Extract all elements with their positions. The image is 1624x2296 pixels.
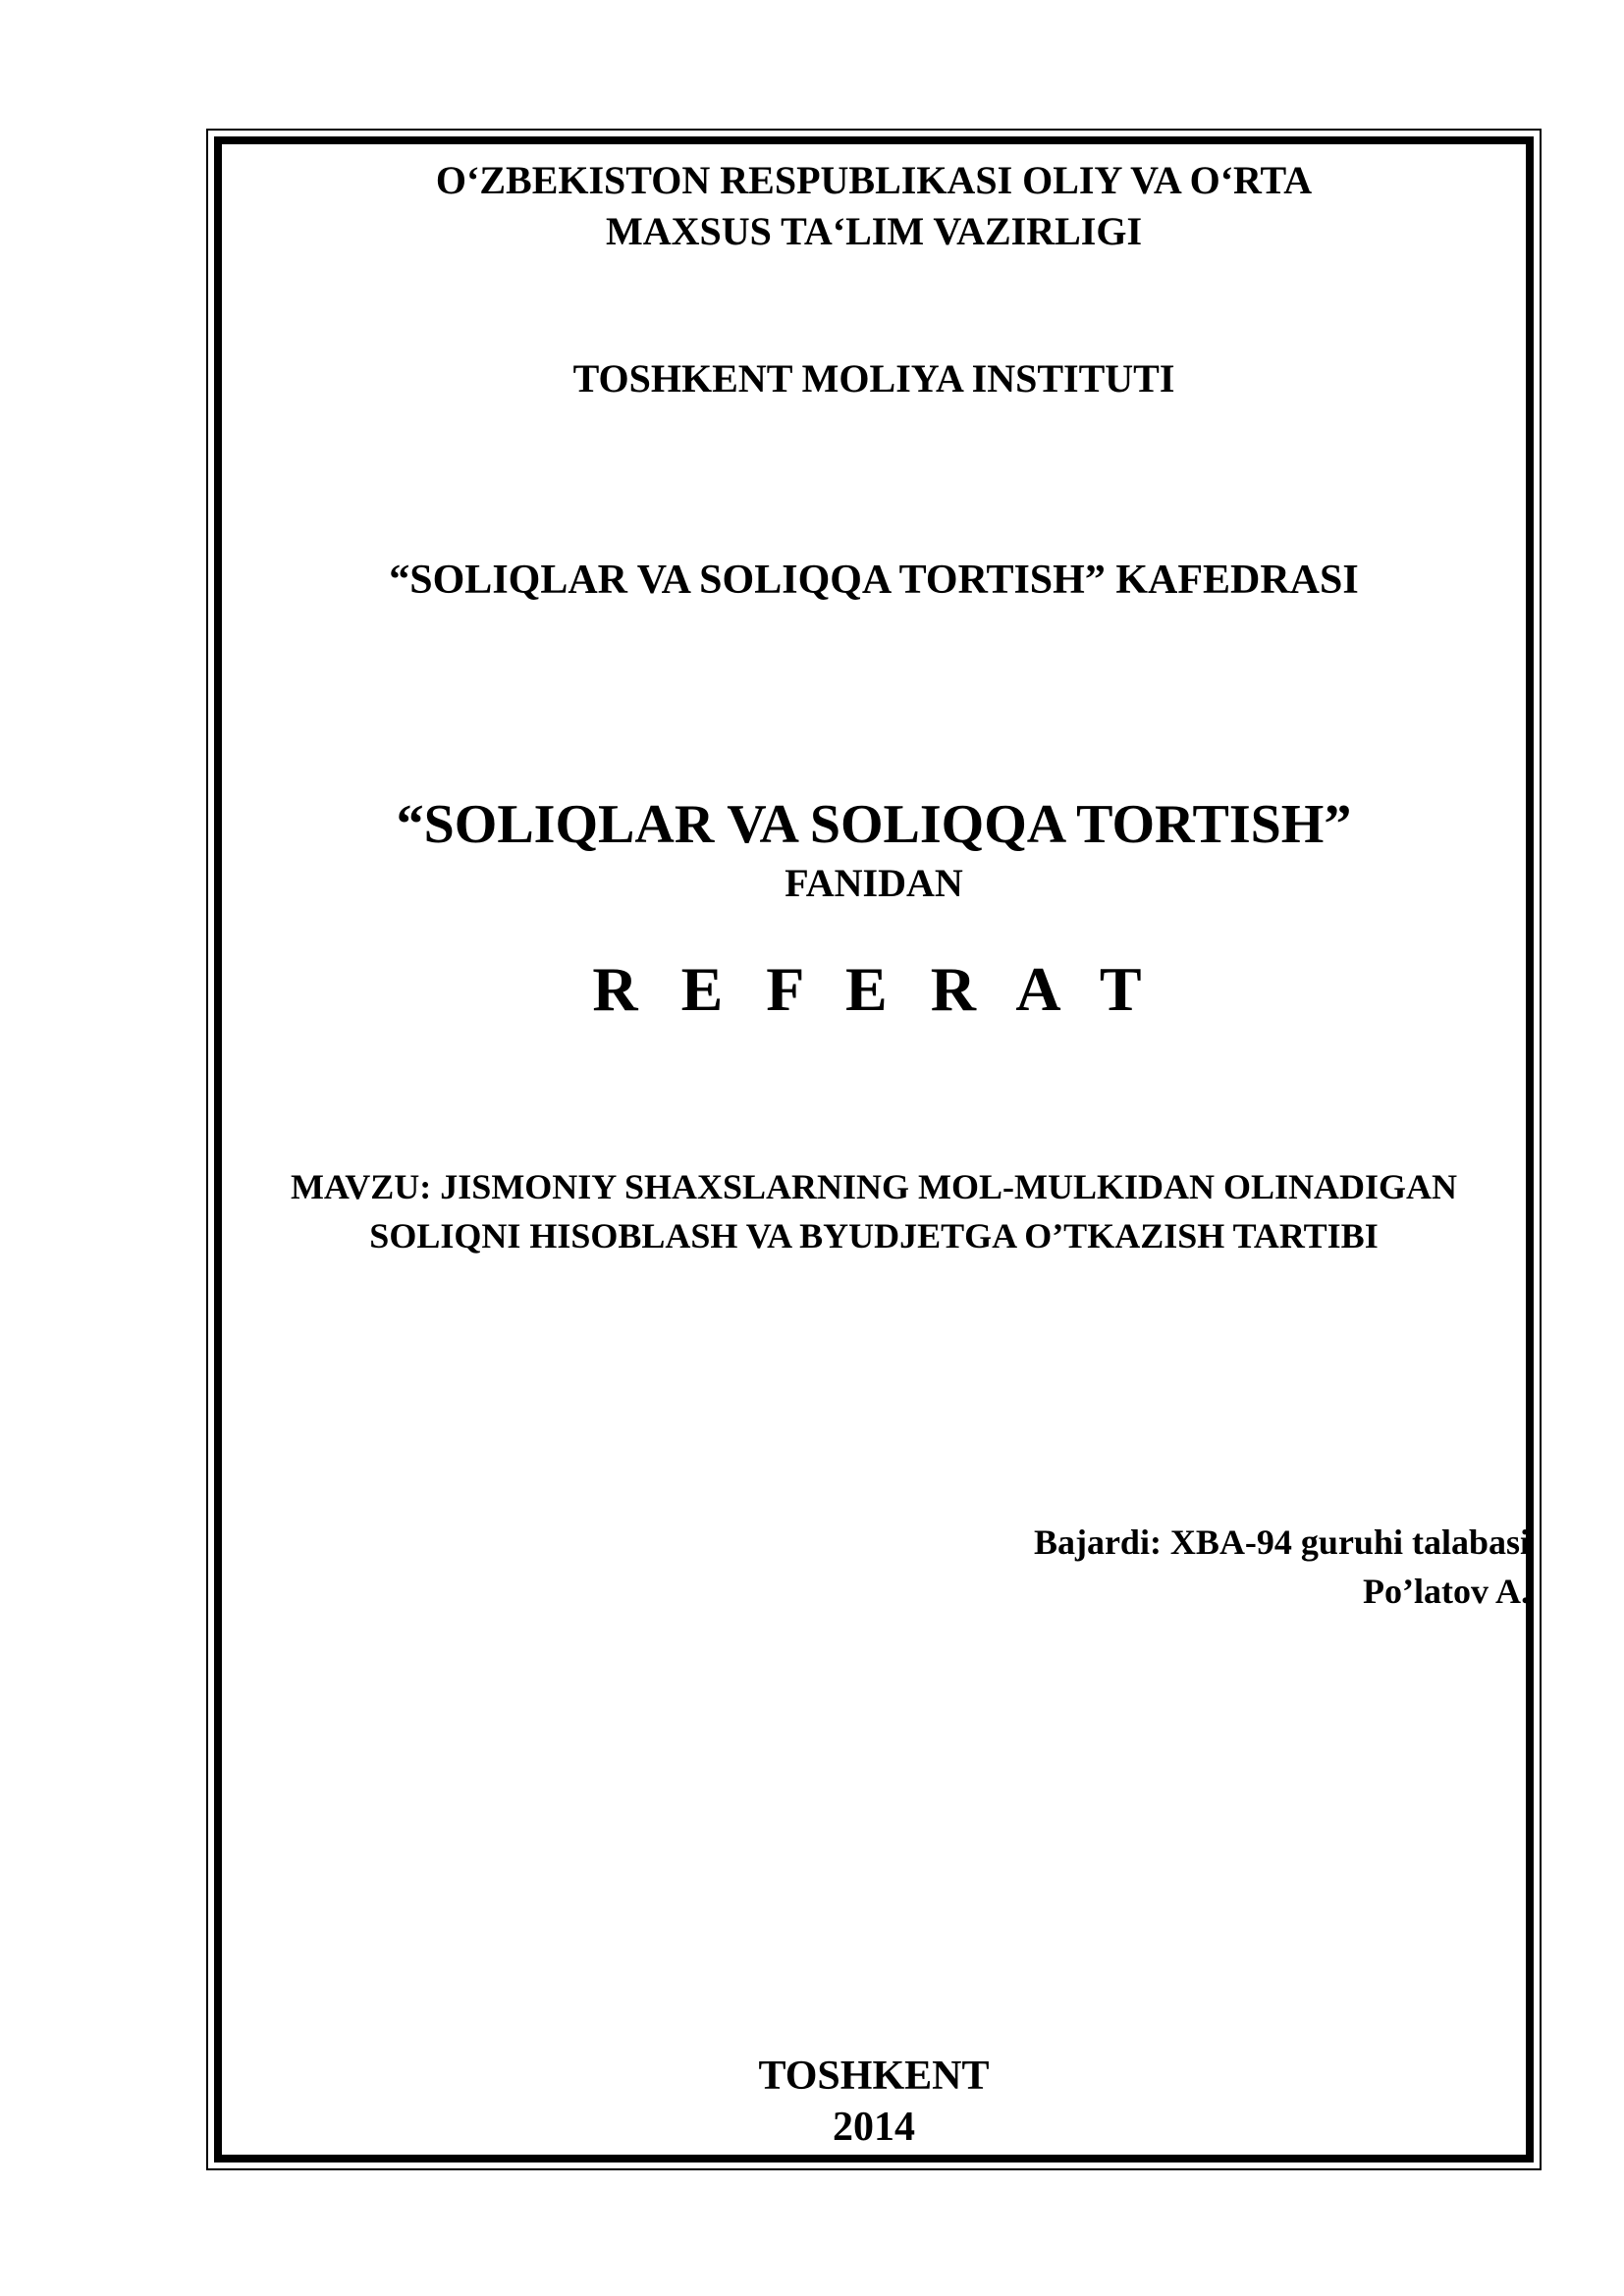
institute-name: TOSHKENT MOLIYA INSTITUTI: [572, 356, 1175, 400]
subject-suffix: FANIDAN: [785, 861, 963, 905]
subject-title-text: “SOLIQLAR VA SOLIQQA TORTISH”: [396, 794, 1352, 855]
subject-title: [214, 793, 1534, 856]
footer-year: 2014: [833, 2105, 915, 2150]
topic-line-2: SOLIQNI HISOBLASH VA BYUDJETGA O’TKAZISH TARTIBI: [369, 1216, 1379, 1255]
author-line-1: Bajardi: XBA-94 guruhi talabasi: [1033, 1522, 1530, 1562]
ministry-line-2: MAXSUS TA‘LIM VAZIRLIGI: [605, 209, 1143, 253]
department-name: “SOLIQLAR VA SOLIQQA TORTISH” KAFEDRASI: [389, 558, 1359, 603]
topic-line-1: MAVZU: JISMONIY SHAXSLARNING MOL-MULKIDAN OLINADIGAN: [290, 1167, 1458, 1206]
author-line-2: Po’latov A.: [1363, 1572, 1530, 1611]
page-border-inner: [214, 136, 1534, 2163]
document-type: R E F E R A T: [592, 954, 1156, 1024]
ministry-line-1: O‘ZBEKISTON RESPUBLIKASI OLIY VA O‘RTA: [435, 158, 1313, 202]
footer-city: TOSHKENT: [758, 2054, 990, 2099]
